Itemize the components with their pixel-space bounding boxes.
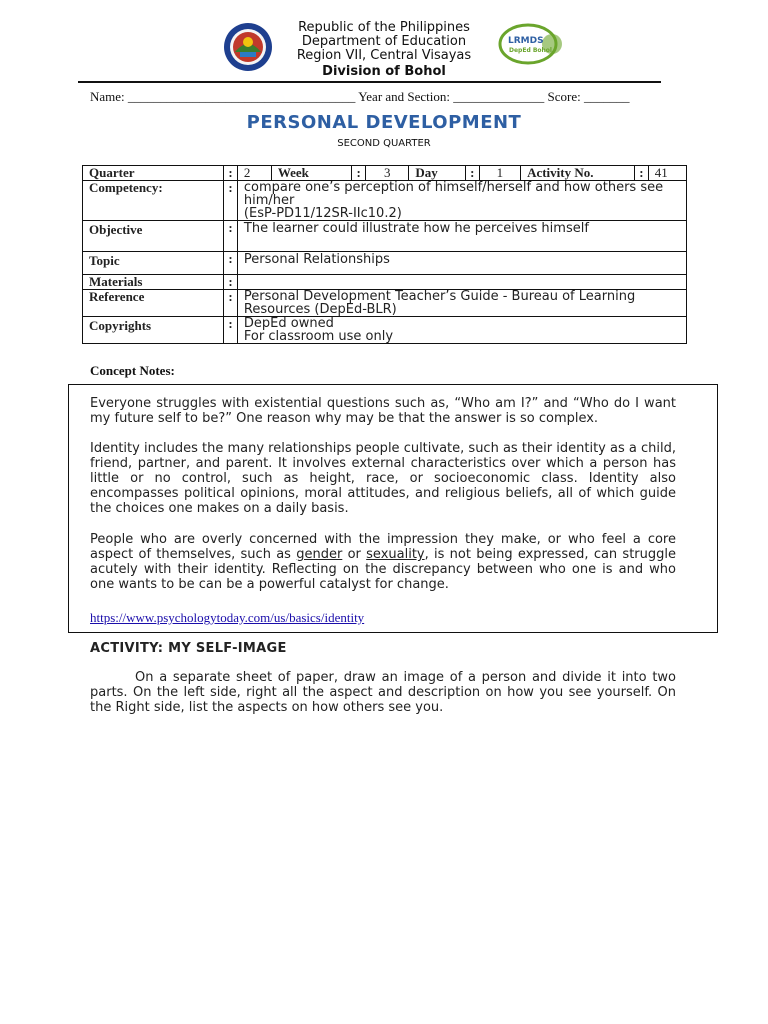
- competency-label: Competency:: [83, 181, 224, 221]
- colon: :: [352, 166, 366, 181]
- header-division: Division of Bohol: [322, 64, 446, 79]
- copyrights-label: Copyrights: [83, 317, 224, 344]
- paragraph-text: , is not being expressed, can struggle acutely with their identity. Reflecting on the discrepancy between who one is and who one wants to be can be a powerful catalyst for change.: [90, 547, 677, 592]
- colon: :: [224, 317, 238, 344]
- student-info-line: [90, 89, 630, 105]
- quarter-value: 2: [237, 166, 271, 181]
- table-row: [83, 221, 687, 252]
- day-value: 1: [479, 166, 520, 181]
- quarter-label: Quarter: [83, 166, 224, 181]
- paragraph-text: or: [342, 547, 367, 562]
- header-region: Region VII, Central Visayas: [296, 48, 472, 63]
- svg-text:DepEd Bohol: DepEd Bohol: [509, 47, 552, 54]
- copyrights-value: [237, 317, 686, 344]
- copyrights-owner: DepEd owned: [243, 316, 334, 331]
- table-row: [83, 290, 687, 317]
- table-row: [83, 252, 687, 275]
- activity-no-value: 41: [648, 166, 686, 181]
- topic-value: Personal Relationships: [237, 252, 686, 275]
- colon: :: [224, 181, 238, 221]
- name-field[interactable]: ___________________________________: [127, 89, 356, 104]
- year-section-field[interactable]: ______________: [453, 89, 545, 104]
- paragraph-text: People who are overly concerned with the impression they make, or who feel a core aspect of themselves, such as: [90, 532, 676, 562]
- colon: :: [224, 275, 238, 290]
- activity-no-label: Activity No.: [521, 166, 635, 181]
- header-republic: Republic of the Philippines: [298, 20, 470, 35]
- competency-code: (EsP-PD11/12SR-IIc10.2): [243, 206, 402, 221]
- page-title: PERSONAL DEVELOPMENT: [246, 112, 522, 133]
- concept-notes-label: Concept Notes:: [90, 363, 175, 378]
- page-subtitle: SECOND QUARTER: [337, 138, 431, 149]
- concept-paragraph-2: Identity includes the many relationships people cultivate, such as their identity as a child, friend, partner, and parent. It involves external characteristics over which a person has little or no control, such as height, race, or socioeconomic class. Identity also encompasses political opinions, moral attitudes, and religious beliefs, all of which guide the choices one makes on a daily basis.: [90, 441, 676, 516]
- objective-value: The learner could illustrate how he perceives himself: [237, 221, 686, 252]
- svg-text:LRMDS: LRMDS: [508, 36, 544, 46]
- sexuality-term: sexuality: [366, 547, 425, 562]
- table-row: [83, 181, 687, 221]
- activity-instructions: On a separate sheet of paper, draw an image of a person and divide it into two parts. On the left side, right all the aspect and description on how you see yourself. On the Right side, list the aspects on how others see you.: [90, 670, 676, 715]
- colon: :: [224, 290, 238, 317]
- day-label: Day: [409, 166, 465, 181]
- reference-value: Personal Development Teacher’s Guide - Bureau of Learning Resources (DepEd-BLR): [237, 290, 686, 317]
- table-row: [83, 275, 687, 290]
- score-field[interactable]: _______: [584, 89, 630, 104]
- activity-info-table: [82, 165, 687, 344]
- source-link[interactable]: https://www.psychologytoday.com/us/basics/identity: [90, 610, 365, 625]
- materials-label: Materials: [83, 275, 224, 290]
- year-section-label: Year and Section:: [358, 89, 451, 104]
- name-label: Name:: [90, 89, 125, 104]
- concept-paragraph-1: Everyone struggles with existential questions such as, “Who am I?” and “Who do I want my future self to be?” One reason why may be that the answer is so complex.: [90, 396, 676, 426]
- header-rule: [78, 81, 661, 83]
- week-label: Week: [271, 166, 351, 181]
- table-row: [83, 317, 687, 344]
- materials-value: [237, 275, 686, 290]
- header-department: Department of Education: [301, 34, 467, 49]
- reference-label: Reference: [83, 290, 224, 317]
- activity-title: ACTIVITY: MY SELF-IMAGE: [90, 641, 287, 656]
- objective-label: Objective: [83, 221, 224, 252]
- topic-label: Topic: [83, 252, 224, 275]
- table-row: [83, 166, 687, 181]
- colon: :: [224, 221, 238, 252]
- week-value: 3: [366, 166, 409, 181]
- copyrights-usage: For classroom use only: [243, 329, 394, 344]
- competency-text: compare one’s perception of himself/herself and how others see him/her: [243, 180, 664, 208]
- colon: :: [224, 166, 238, 181]
- colon: :: [224, 252, 238, 275]
- colon: :: [634, 166, 648, 181]
- colon: :: [465, 166, 479, 181]
- gender-term: gender: [296, 547, 343, 562]
- score-label: Score:: [547, 89, 581, 104]
- competency-value: [237, 181, 686, 221]
- concept-paragraph-3: [90, 532, 676, 592]
